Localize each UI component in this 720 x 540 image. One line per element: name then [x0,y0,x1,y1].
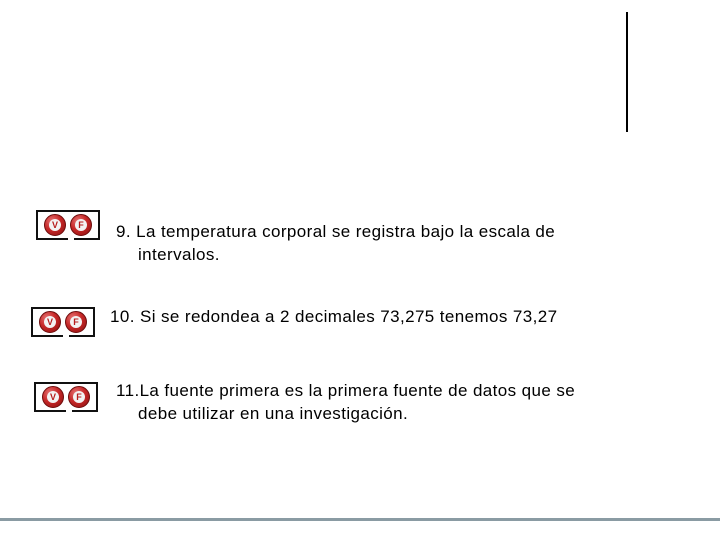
question-9 [116,220,666,266]
false-button-q11[interactable]: F [68,386,90,408]
question-text-continuation: debe utilizar en una investigación. [138,404,409,423]
question-number: 10 [110,307,130,326]
question-text: . La temperatura corporal se registra bajo la escala de [125,222,556,241]
question-text: .La fuente primera es la primera fuente de datos que se [134,381,576,400]
true-false-selector-q9[interactable] [36,210,100,240]
false-button-q9[interactable]: F [70,214,92,236]
true-button-q10[interactable]: V [39,311,61,333]
question-number: 11 [116,381,135,400]
question-10 [110,305,670,328]
true-false-selector-q10[interactable] [31,307,95,337]
bottom-rule [0,518,720,521]
false-button-q10[interactable]: F [65,311,87,333]
question-number: 9 [116,222,126,241]
question-text: . Si se redondea a 2 decimales 73,275 tenemos 73,27 [129,307,558,326]
true-button-q9[interactable]: V [44,214,66,236]
question-text-continuation: intervalos. [138,245,220,264]
true-false-selector-q11[interactable] [34,382,98,412]
question-11 [116,379,676,425]
vertical-divider-line [626,12,628,132]
true-button-q11[interactable]: V [42,386,64,408]
